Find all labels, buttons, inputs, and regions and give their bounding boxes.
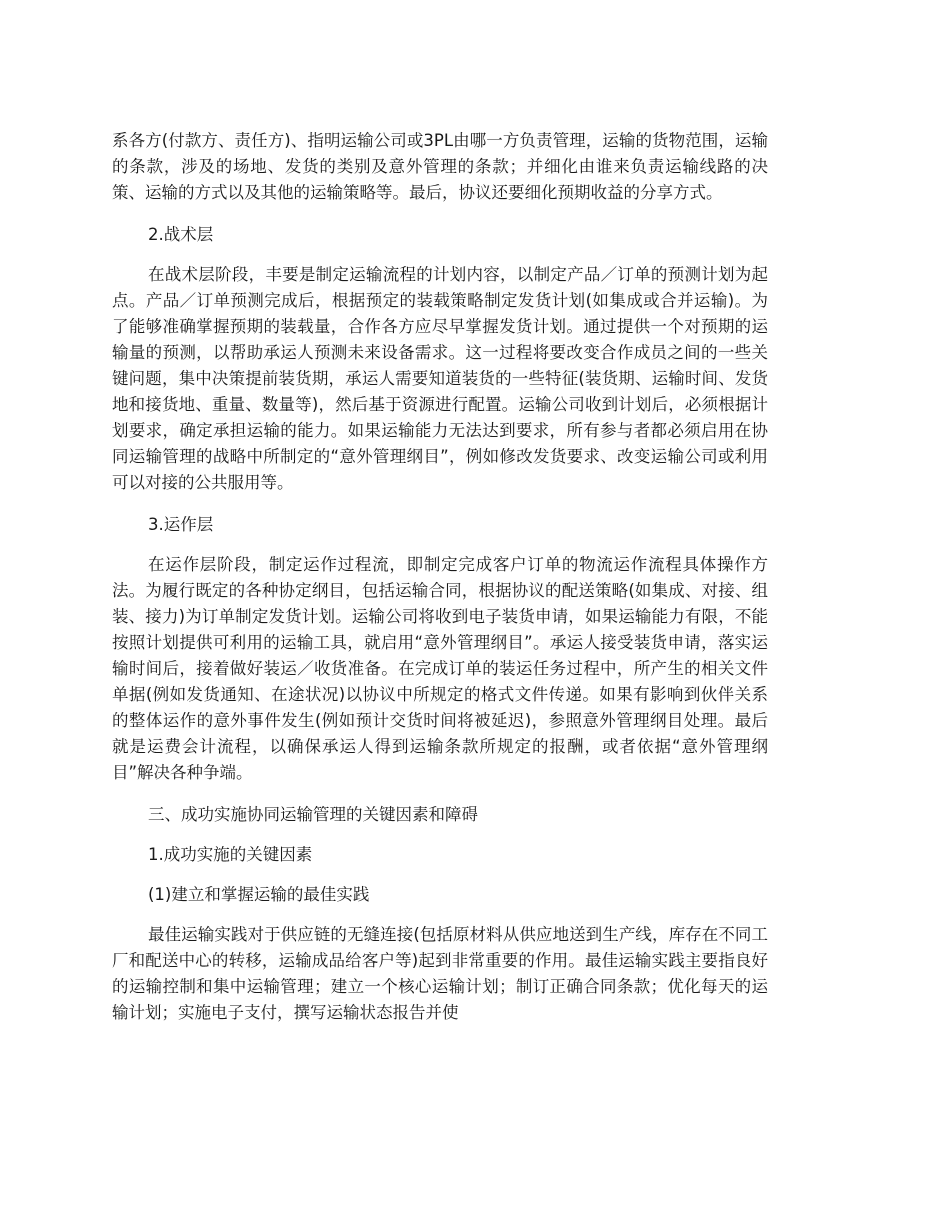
document-page — [112, 128, 768, 1026]
heading-section-three: 三、成功实施协同运输管理的关键因素和障碍 — [148, 805, 478, 824]
paragraph-best-practice: 最佳运输实践对于供应链的无缝连接(包括原材料从供应地送到生产线，库存在不同工厂和配送中心的转移，运输成品给客户等)起到非常重要的作用。最佳运输实践主要指良好的运输控制和集中运输管理；建立一个核心运输计划；制订正确合同条款；优化每天的运输计划；实施电子支付，撰写运输状态报告并使 — [112, 925, 768, 1022]
heading-tactical-layer: 2.战术层 — [148, 225, 214, 244]
paragraph-operational-layer: 在运作层阶段，制定运作过程流，即制定完成客户订单的物流运作流程具体操作方法。为履行既定的各种协定纲目，包括运输合同，根据协议的配送策略(如集成、对接、组装、接力)为订单制定发货计划。运输公司将收到电子装货申请，如果运输能力有限，不能按照计划提供可利用的运输工具，就启用“意外管理纲目”。承运人接受装货申请，落实运输时间后，接着做好装运／收货准备。在完成订单的装运任务过程中，所产生的相关文件单据(例如发货通知、在途状况)以协议中所规定的格式文件传递。如果有影响到伙伴关系的整体运作的意外事件发生(例如预计交货时间将被延迟)，参照意外管理纲目处理。最后就是运费会计流程，以确保承运人得到运输条款所规定的报酬，或者依据“意外管理纲目”解决各种争端。 — [112, 555, 768, 782]
heading-key-factors: 1.成功实施的关键因素 — [148, 845, 313, 864]
paragraph-agreement-scope: 系各方(付款方、责任方)、指明运输公司或3PL由哪一方负责管理，运输的货物范围，运输的条款，涉及的场地、发货的类别及意外管理的条款；并细化由谁来负责运输线路的决策、运输的方式以及其他的运输策略等。最后，协议还要细化预期收益的分享方式。 — [112, 131, 768, 202]
heading-best-practice: (1)建立和掌握运输的最佳实践 — [148, 885, 370, 904]
heading-operational-layer: 3.运作层 — [148, 515, 214, 534]
paragraph-tactical-layer: 在战术层阶段，丰要是制定运输流程的计划内容，以制定产品／订单的预测计划为起点。产品／订单预测完成后，根据预定的装载策略制定发货计划(如集成或合并运输)。为了能够准确掌握预期的装载量，合作各方应尽早掌握发货计划。通过提供一个对预期的运输量的预测，以帮助承运人预测未来设备需求。这一过程将要改变合作成员之间的一些关键问题，集中决策提前装货期，承运人需要知道装货的一些特征(装货期、运输时间、发货地和接货地、重量、数量等)，然后基于资源进行配置。运输公司收到计划后，必须根据计划要求，确定承担运输的能力。如果运输能力无法达到要求，所有参与者都必须启用在协同运输管理的战略中所制定的“意外管理纲目”，例如修改发货要求、改变运输公司或利用可以对接的公共服用等。 — [112, 265, 768, 492]
